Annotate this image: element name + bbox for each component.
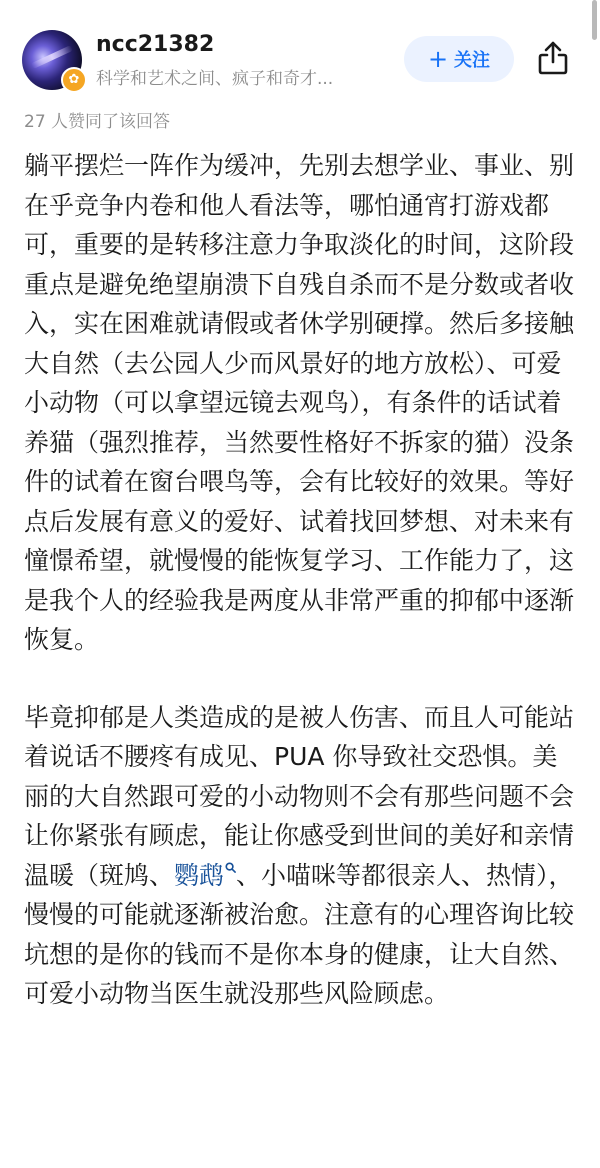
answer-content [24,146,576,1014]
plus-icon: + [427,45,449,73]
author-bio: 科学和艺术之间、疯子和奇才... [96,69,334,89]
paragraph-text: 毕竟抑郁是人类造成的是被人伤害、而且人可能站着说话不腰疼有成见、PUA 你导致社交恐惧。美丽的大自然跟可爱的小动物则不会有那些问题不会让你紧张有顾虑，能让你感受到世间的美好和亲情温暖（斑鸠、 [24,702,575,890]
search-keyword-link[interactable] [174,861,236,890]
verified-badge-icon: ✿ [61,67,87,93]
author-name[interactable]: ncc21382 [96,32,215,57]
follow-label: 关注 [454,50,491,71]
answer-header [0,0,600,100]
follow-button[interactable] [404,36,514,82]
answer-paragraph [24,698,576,1014]
upvote-count: 27 人赞同了该回答 [24,112,171,132]
paragraph-text: 、小喵咪等都很亲人、热情），慢慢的可能就逐渐被治愈。注意有的心理咨询比较坑想的是你的钱而不是你本身的健康，让大自然、可爱小动物当医生就没那些风险顾虑。 [24,860,575,1008]
search-icon [225,862,236,873]
answer-paragraph: 躺平摆烂一阵作为缓冲，先别去想学业、事业、别在乎竞争内卷和他人看法等，哪怕通宵打游戏都可，重要的是转移注意力争取淡化的时间，这阶段重点是避免绝望崩溃下自残自杀而不是分数或者收入，实在困难就请假或者休学别硬撑。然后多接触大自然（去公园人少而风景好的地方放松）、可爱小动物（可以拿望远镜去观鸟），有条件的话试着养猫（强烈推荐，当然要性格好不拆家的猫）没条件的试着在窗台喂鸟等，会有比较好的效果。等好点后发展有意义的爱好、试着找回梦想、对未来有憧憬希望，就慢慢的能恢复学习、工作能力了，这是我个人的经验我是两度从非常严重的抑郁中逐渐恢复。 [24,151,575,654]
avatar-galaxy-decoration [31,45,73,69]
search-keyword-text: 鹦鹉 [174,860,225,890]
share-icon[interactable] [536,40,570,76]
